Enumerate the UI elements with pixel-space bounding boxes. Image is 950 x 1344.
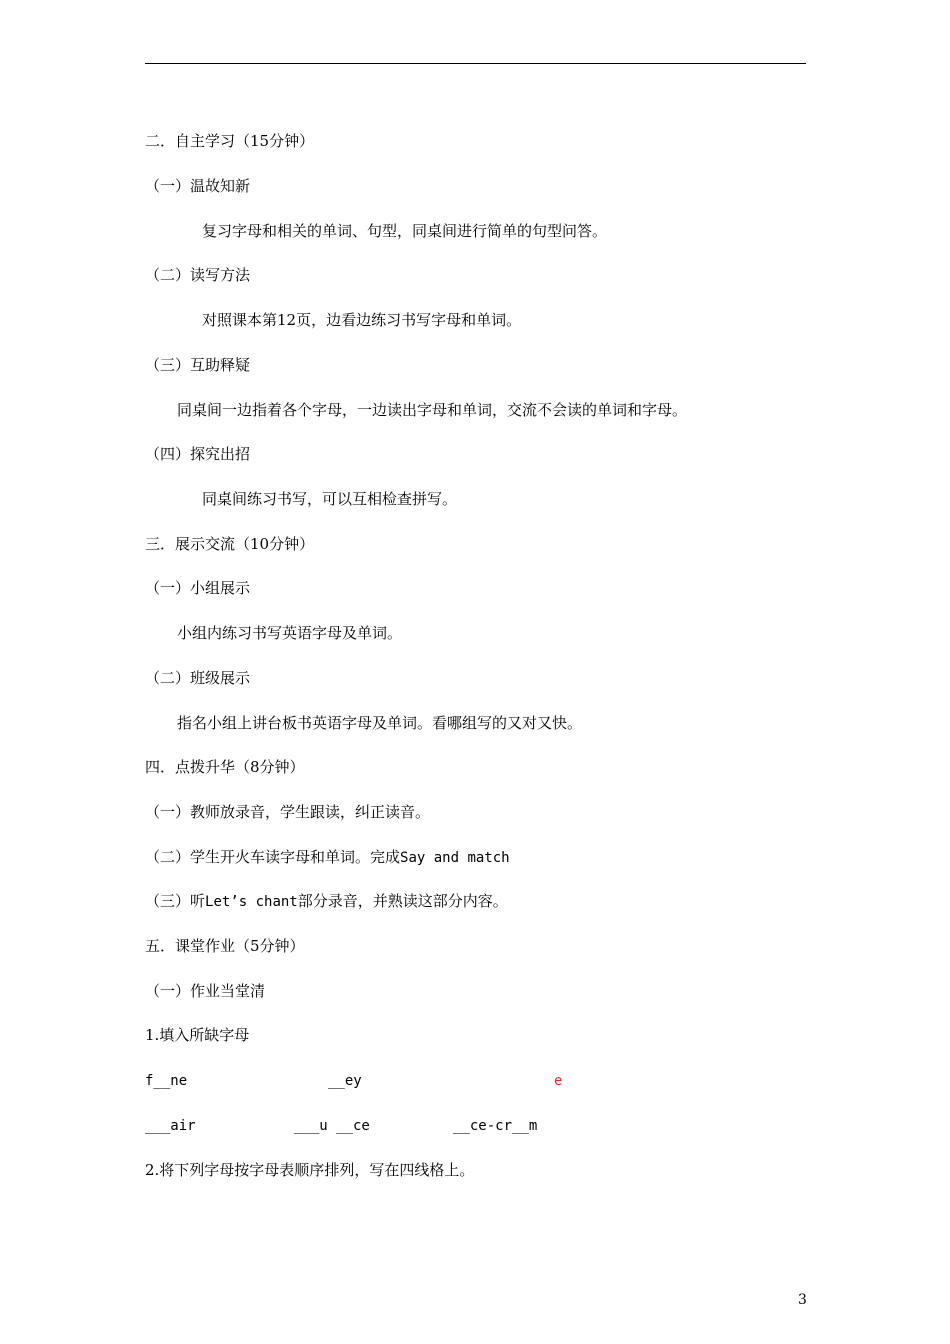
say-and-match-text: Say and match bbox=[400, 850, 510, 866]
heading-classwork: 五．课堂作业（5分钟） bbox=[145, 937, 305, 955]
paragraph-review: 复习字母和相关的单词、句型，同桌间进行简单的句型问答。 bbox=[202, 222, 608, 240]
subheading-mutual-help: （三）互助释疑 bbox=[145, 356, 251, 374]
blank-word-2: __ey bbox=[328, 1073, 362, 1089]
heading-guidance: 四．点拨升华（8分钟） bbox=[145, 758, 305, 776]
subheading-homework: （一）作业当堂清 bbox=[145, 982, 266, 1000]
blank-word-5: __ce-cr__m bbox=[453, 1118, 538, 1134]
heading-show-exchange: 三．展示交流（10分钟） bbox=[145, 535, 315, 553]
page-number: 3 bbox=[798, 1292, 807, 1308]
lets-chant-text: Let’s chant bbox=[205, 894, 298, 910]
item-train-reading-text: （二）学生开火车读字母和单词。完成 bbox=[145, 848, 401, 866]
blank-word-3: ___air bbox=[145, 1118, 196, 1134]
subheading-group-show: （一）小组展示 bbox=[145, 579, 251, 597]
subheading-explore: （四）探究出招 bbox=[145, 445, 251, 463]
red-letter-e: e bbox=[554, 1073, 563, 1089]
exercise-fill-letters: 1.填入所缺字母 bbox=[145, 1026, 250, 1044]
blank-word-4: ___u __ce bbox=[294, 1118, 370, 1134]
item-teacher-recording: （一）教师放录音，学生跟读，纠正读音。 bbox=[145, 803, 431, 821]
exercise-alphabet-order: 2.将下列字母按字母表顺序排列，写在四线格上。 bbox=[145, 1161, 475, 1179]
item-chant-prefix: （三）听 bbox=[145, 892, 206, 910]
blank-word-1: f__ne bbox=[145, 1073, 188, 1089]
paragraph-class-show: 指名小组上讲台板书英语字母及单词。看哪组写的又对又快。 bbox=[177, 714, 583, 732]
heading-self-study: 二．自主学习（15分钟） bbox=[145, 132, 315, 150]
paragraph-explore: 同桌间练习书写，可以互相检查拼写。 bbox=[202, 490, 458, 508]
paragraph-group-show: 小组内练习书写英语字母及单词。 bbox=[177, 624, 403, 642]
item-chant-suffix: 部分录音，并熟读这部分内容。 bbox=[297, 892, 508, 910]
item-chant-recording bbox=[145, 891, 508, 912]
paragraph-mutual-help: 同桌间一边指着各个字母，一边读出字母和单词，交流不会读的单词和字母。 bbox=[177, 401, 688, 419]
header-rule bbox=[145, 63, 806, 64]
paragraph-reading-writing: 对照课本第12页，边看边练习书写字母和单词。 bbox=[202, 311, 522, 329]
item-train-reading bbox=[145, 847, 510, 868]
subheading-class-show: （二）班级展示 bbox=[145, 669, 251, 687]
subheading-review: （一）温故知新 bbox=[145, 177, 251, 195]
subheading-reading-writing: （二）读写方法 bbox=[145, 266, 251, 284]
